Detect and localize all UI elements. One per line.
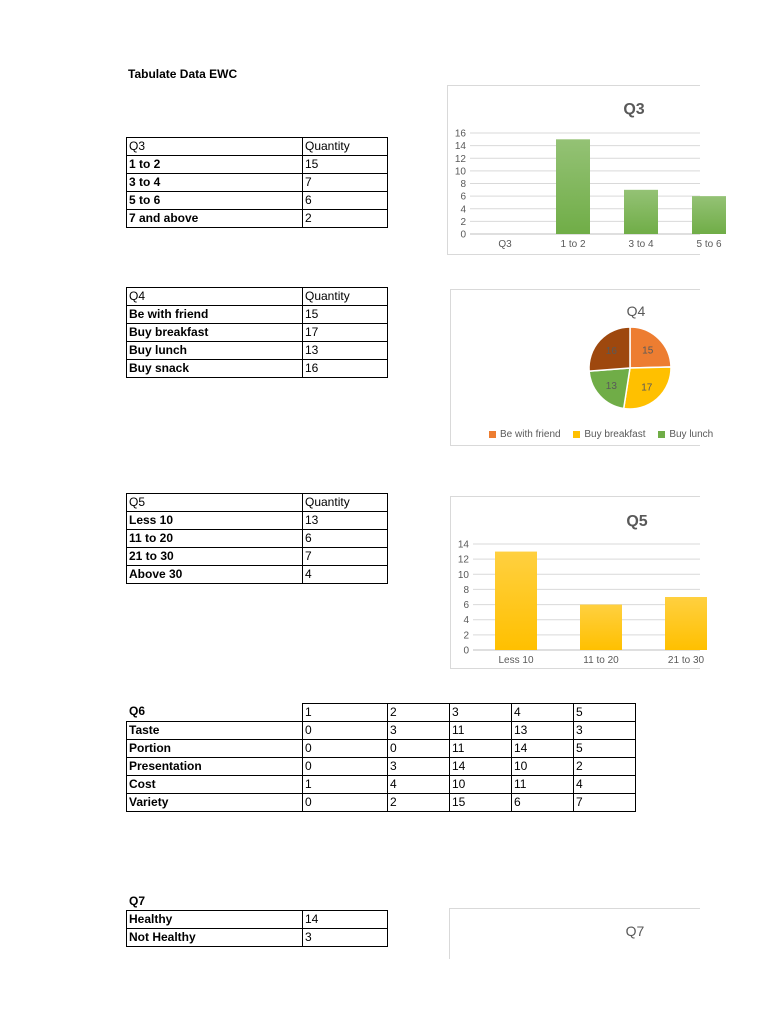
legend-label: Buy breakfast: [584, 429, 646, 440]
table-cell: Be with friend: [127, 306, 303, 324]
q4-table: [126, 287, 388, 378]
table-cell: Presentation: [127, 758, 303, 776]
table-row: [127, 288, 388, 306]
table-cell: 1 to 2: [127, 156, 303, 174]
table-cell: 0: [303, 758, 388, 776]
table-header-cell: Q4: [127, 288, 303, 306]
table-header-cell: 5: [574, 704, 636, 722]
table-row: [127, 174, 388, 192]
table-cell: 2: [574, 758, 636, 776]
table-row: [127, 548, 388, 566]
table-cell: 11: [512, 776, 574, 794]
chart-title: Q5: [626, 513, 648, 530]
table-cell: 0: [303, 794, 388, 812]
table-row: [127, 360, 388, 378]
bar: [580, 605, 622, 650]
q4-chart: [450, 289, 714, 446]
chart-title: Q7: [625, 923, 645, 939]
table-cell: 16: [303, 360, 388, 378]
table-cell: Less 10: [127, 512, 303, 530]
table-row: [127, 324, 388, 342]
table-cell: Variety: [127, 794, 303, 812]
legend-label: Be with friend: [500, 429, 561, 440]
table-row: [127, 530, 388, 548]
y-tick-label: 4: [463, 615, 469, 627]
bar: [624, 190, 658, 234]
table-cell: 15: [450, 794, 512, 812]
table-row: [127, 512, 388, 530]
table-cell: 15: [303, 156, 388, 174]
table-cell: 13: [512, 722, 574, 740]
y-tick-label: 14: [454, 141, 466, 153]
table-header-cell: 3: [450, 704, 512, 722]
table-cell: 5 to 6: [127, 192, 303, 210]
legend-label: Buy lunch: [669, 429, 714, 440]
table-row: [127, 566, 388, 584]
y-tick-label: 8: [463, 584, 469, 596]
table-header-cell: Quantity: [303, 494, 388, 512]
bar: [692, 196, 726, 234]
pie-data-label: 17: [641, 382, 653, 394]
bar: [665, 597, 707, 650]
table-cell: 0: [388, 740, 450, 758]
table-cell: 3: [388, 758, 450, 776]
page-title: Tabulate Data EWC: [128, 67, 238, 81]
table-row: [127, 342, 388, 360]
table-header-cell: Q5: [127, 494, 303, 512]
chart-legend: [479, 429, 713, 440]
x-tick-label: 21 to 30: [667, 655, 705, 666]
pie-data-label: 16: [605, 346, 617, 358]
table-cell: 6: [512, 794, 574, 812]
q6-table: [126, 703, 636, 812]
q7-label: Q7: [129, 894, 146, 908]
table-cell: 2: [388, 794, 450, 812]
table-cell: 11: [450, 740, 512, 758]
table-cell: 17: [303, 324, 388, 342]
y-tick-label: 12: [457, 554, 469, 566]
table-cell: 11: [450, 722, 512, 740]
x-tick-label: 1 to 2: [560, 239, 586, 250]
q5-chart: [450, 496, 705, 669]
pie-data-label: 15: [642, 345, 654, 357]
table-cell: 6: [303, 530, 388, 548]
table-corner-cell: [127, 704, 303, 722]
table-cell: Not Healthy: [127, 929, 303, 947]
table-cell: 13: [303, 512, 388, 530]
table-row: [127, 740, 636, 758]
q4-chart-svg: [451, 290, 700, 445]
y-tick-label: 10: [454, 166, 466, 178]
table-cell: Above 30: [127, 566, 303, 584]
table-row: [127, 794, 636, 812]
table-cell: 0: [303, 722, 388, 740]
x-tick-label: 3 to 4: [628, 239, 654, 250]
q5-chart-svg: [451, 497, 705, 668]
x-tick-label: 11 to 20: [583, 655, 619, 666]
table-header-cell: 1: [303, 704, 388, 722]
table-cell: 14: [450, 758, 512, 776]
table-cell: 5: [574, 740, 636, 758]
table-row: [127, 929, 388, 947]
table-header-cell: 2: [388, 704, 450, 722]
table-cell: 4: [303, 566, 388, 584]
table-row: [127, 776, 636, 794]
table-cell: 14: [303, 911, 388, 929]
q7-table: [126, 910, 388, 947]
table-row: [127, 306, 388, 324]
table-cell: 7: [303, 548, 388, 566]
table-header-cell: Quantity: [303, 138, 388, 156]
q3-chart: [447, 85, 722, 255]
q6-label: Q6: [129, 704, 146, 718]
q7-chart: [449, 908, 700, 959]
y-tick-label: 6: [460, 191, 466, 203]
table-cell: 11 to 20: [127, 530, 303, 548]
y-tick-label: 4: [460, 204, 466, 216]
table-header-cell: Quantity: [303, 288, 388, 306]
table-cell: 21 to 30: [127, 548, 303, 566]
legend-swatch: [573, 431, 580, 438]
table-cell: 15: [303, 306, 388, 324]
table-header-cell: 4: [512, 704, 574, 722]
table-cell: Portion: [127, 740, 303, 758]
q7-chart-svg: [450, 909, 700, 959]
table-row: [127, 911, 388, 929]
table-row: [127, 722, 636, 740]
table-cell: 4: [574, 776, 636, 794]
bar: [495, 552, 537, 650]
q3-table: [126, 137, 388, 228]
table-cell: 13: [303, 342, 388, 360]
y-tick-label: 6: [463, 600, 469, 612]
table-row: [127, 156, 388, 174]
y-tick-label: 2: [460, 216, 466, 228]
table-row: [127, 704, 636, 722]
table-cell: 4: [388, 776, 450, 794]
table-cell: 7: [574, 794, 636, 812]
y-tick-label: 16: [454, 128, 466, 140]
table-cell: 0: [303, 740, 388, 758]
chart-title: Q3: [623, 101, 645, 118]
y-tick-label: 12: [454, 153, 466, 165]
table-cell: 7: [303, 174, 388, 192]
legend-swatch: [489, 431, 496, 438]
table-row: [127, 494, 388, 512]
table-cell: 10: [512, 758, 574, 776]
y-tick-label: 8: [460, 179, 466, 190]
table-cell: 14: [512, 740, 574, 758]
table-cell: 7 and above: [127, 210, 303, 228]
y-tick-label: 14: [457, 539, 469, 551]
table-cell: 3: [574, 722, 636, 740]
pie-data-label: 13: [605, 380, 617, 392]
table-row: [127, 758, 636, 776]
table-cell: 3 to 4: [127, 174, 303, 192]
table-cell: 10: [450, 776, 512, 794]
table-cell: Buy lunch: [127, 342, 303, 360]
table-cell: 3: [388, 722, 450, 740]
q3-chart-svg: [448, 86, 722, 254]
y-tick-label: 10: [457, 569, 469, 581]
table-cell: Healthy: [127, 911, 303, 929]
bar: [556, 139, 590, 234]
chart-title: Q4: [626, 303, 646, 319]
table-cell: Cost: [127, 776, 303, 794]
y-tick-label: 2: [463, 630, 469, 642]
table-cell: 3: [303, 929, 388, 947]
legend-swatch: [658, 431, 665, 438]
table-cell: 2: [303, 210, 388, 228]
table-cell: Buy breakfast: [127, 324, 303, 342]
y-tick-label: 0: [463, 645, 469, 657]
table-cell: 6: [303, 192, 388, 210]
x-tick-label: 5 to 6: [696, 239, 722, 250]
x-tick-label: Q3: [498, 239, 512, 250]
table-row: [127, 138, 388, 156]
table-row: [127, 210, 388, 228]
x-tick-label: Less 10: [498, 655, 534, 666]
y-tick-label: 0: [460, 229, 466, 241]
table-cell: Taste: [127, 722, 303, 740]
table-row: [127, 192, 388, 210]
q5-table: [126, 493, 388, 584]
table-cell: 1: [303, 776, 388, 794]
table-header-cell: Q3: [127, 138, 303, 156]
table-cell: Buy snack: [127, 360, 303, 378]
